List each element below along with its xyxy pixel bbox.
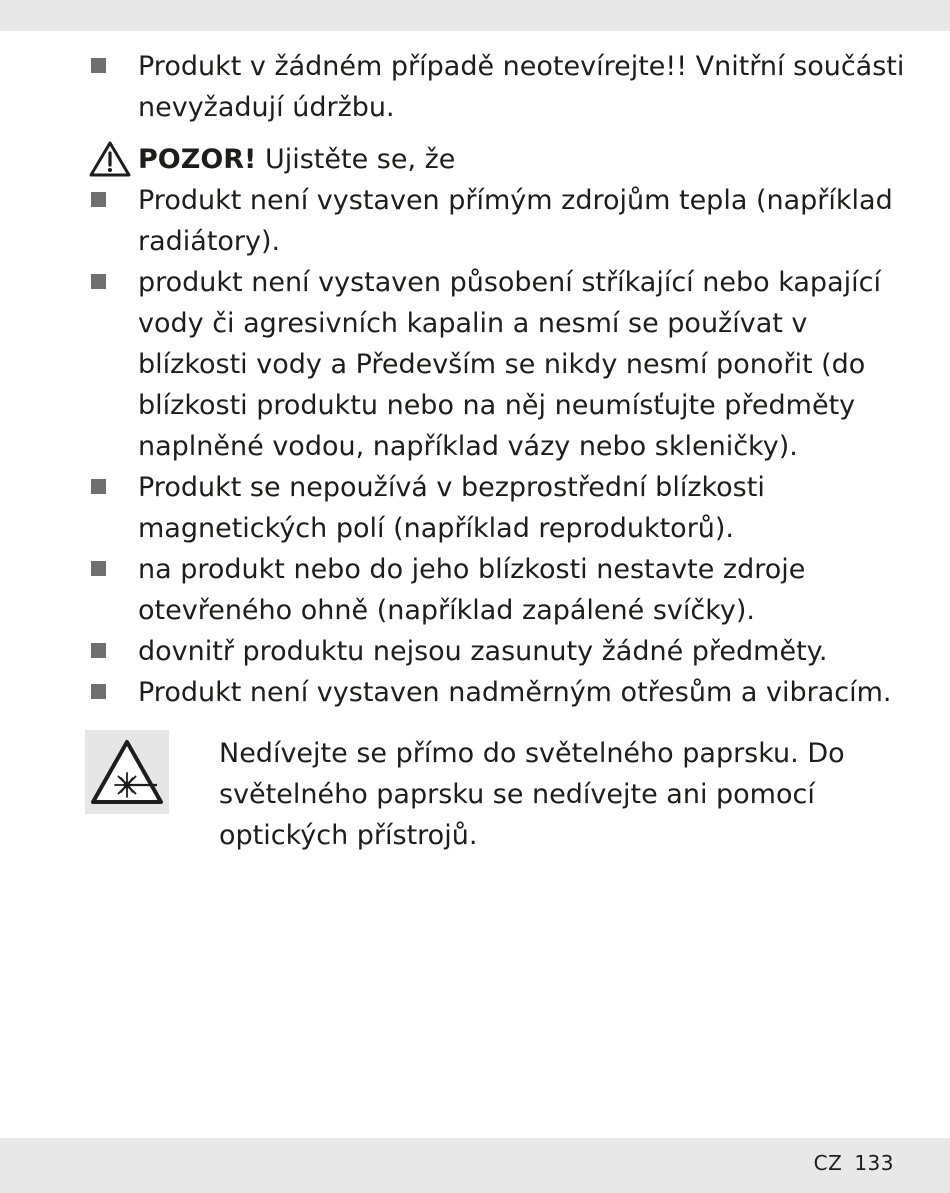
bullet-square-icon bbox=[91, 58, 106, 73]
page-footer bbox=[814, 1151, 894, 1175]
bullet-square-icon bbox=[91, 192, 106, 207]
list-item-text: Produkt není vystaven nadměrným otřesům a vibracím. bbox=[138, 677, 892, 708]
header-band bbox=[0, 0, 950, 31]
warning-label: POZOR! bbox=[138, 144, 257, 175]
bullet-square-icon bbox=[91, 684, 106, 699]
footer-band bbox=[0, 1138, 950, 1193]
warning-triangle-icon bbox=[88, 140, 132, 178]
list-item-text: Produkt není vystaven přímým zdrojům tepla (například radiátory). bbox=[138, 185, 893, 257]
laser-warning-icon bbox=[85, 730, 169, 814]
bullet-square-icon bbox=[91, 643, 106, 658]
list-item bbox=[88, 262, 918, 467]
bullet-square-icon bbox=[91, 561, 106, 576]
list-item bbox=[88, 549, 918, 631]
laser-triangle-icon bbox=[85, 730, 169, 814]
bullet-square-icon bbox=[91, 274, 106, 289]
list-item bbox=[88, 672, 918, 713]
safety-instructions bbox=[88, 46, 918, 713]
list-item bbox=[88, 631, 918, 672]
footer-language: CZ bbox=[813, 1151, 843, 1175]
list-item-text: Produkt se nepoužívá v bezprostřední blízkosti magnetických polí (například reproduktorů). bbox=[138, 472, 765, 544]
bullet-square-icon bbox=[91, 479, 106, 494]
list-item-text: dovnitř produktu nejsou zasunuty žádné předměty. bbox=[138, 636, 828, 667]
list-item-text: na produkt nebo do jeho blízkosti nestavte zdroje otevřeného ohně (například zapálené svíčky). bbox=[138, 554, 806, 626]
laser-note: Nedívejte se přímo do světelného paprsku. Do světelného paprsku se nedívejte ani pomocí optických přístrojů. bbox=[219, 738, 845, 851]
warning-text: Ujistěte se, že bbox=[256, 144, 456, 175]
list-item-text: produkt není vystaven působení stříkající nebo kapající vody či agresivních kapalin a nesmí se používat v blízkosti vody a Především se nikdy nesmí ponořit (do blízkosti produktu nebo na něj neumísťujte předměty naplněné vodou, například vázy nebo skleničky). bbox=[138, 267, 881, 462]
list-item-text: Produkt v žádném případě neotevírejte!! Vnitřní součásti nevyžadují údržbu. bbox=[138, 51, 905, 123]
list-item bbox=[88, 180, 918, 262]
list-item bbox=[88, 467, 918, 549]
page-number: 133 bbox=[854, 1151, 894, 1175]
warning-heading bbox=[88, 139, 918, 180]
list-item bbox=[88, 46, 918, 128]
